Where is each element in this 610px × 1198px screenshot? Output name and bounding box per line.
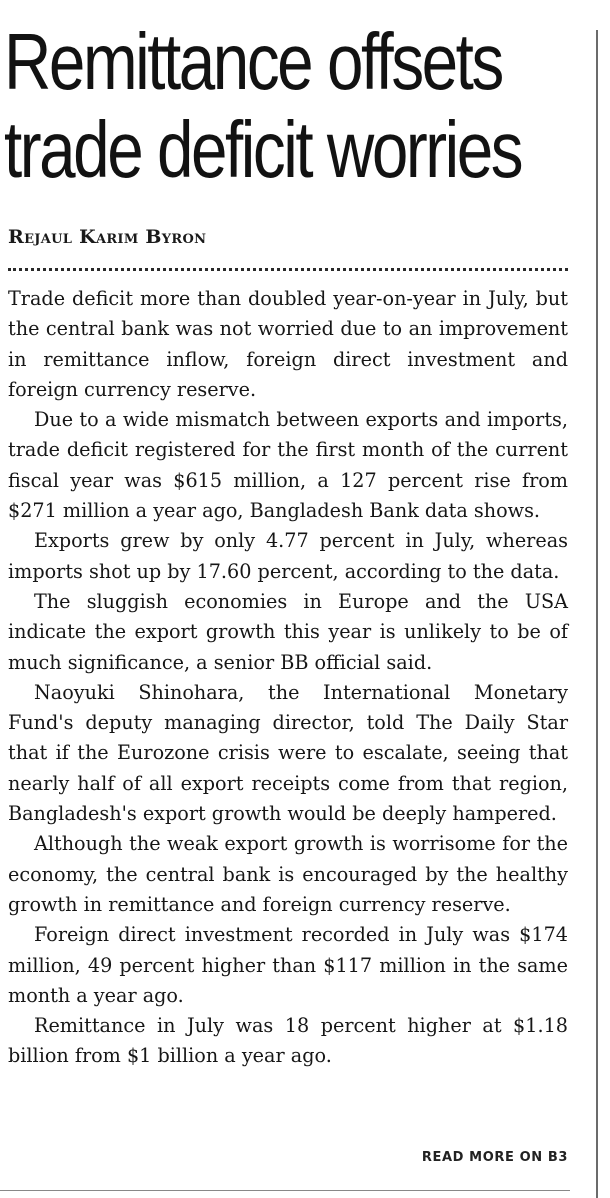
paragraph-5: Naoyuki Shinohara, the International Monetary Fund's deputy managing director, told The Daily Star that if the Eurozone crisis were to escalate, seeing that nearly half of all export receipts come from that region, Bangladesh's export growth would be deeply hampered. <box>8 680 568 826</box>
headline-line-1: Remittance offsets <box>4 17 502 106</box>
read-more-jump: READ MORE ON B3 <box>421 1150 568 1165</box>
article-body <box>8 284 568 1072</box>
dotted-divider <box>8 268 568 271</box>
paragraph-1: Trade deficit more than doubled year-on-year in July, but the central bank was not worried due to an improvement in remittance inflow, foreign direct investment and foreign currency reserve. <box>8 287 568 401</box>
paragraph-4: The sluggish economies in Europe and the USA indicate the export growth this year is unlikely to be of much significance, a senior BB official said. <box>8 589 568 674</box>
bottom-rule <box>0 1190 570 1191</box>
paragraph-3: Exports grew by only 4.77 percent in July, whereas imports shot up by 17.60 percent, according to the data. <box>8 529 568 583</box>
headline-line-2: trade deficit worries <box>4 105 522 194</box>
paragraph-6: Although the weak export growth is worrisome for the economy, the central bank is encouraged by the healthy growth in remittance and foreign currency reserve. <box>8 832 568 916</box>
column-rule <box>596 30 598 1198</box>
paragraph-2: Due to a wide mismatch between exports and imports, trade deficit registered for the first month of the current fiscal year was $615 million, a 127 percent rise from $271 million a year ago, Bangladesh Bank data shows. <box>8 408 568 523</box>
headline <box>4 17 522 194</box>
byline: Rejaul Karim Byron <box>8 226 207 248</box>
paragraph-7: Foreign direct investment recorded in July was $174 million, 49 percent higher than $117 million in the same month a year ago. <box>8 923 568 1007</box>
paragraph-8: Remittance in July was 18 percent higher at $1.18 billion from $1 billion a year ago. <box>8 1014 568 1068</box>
